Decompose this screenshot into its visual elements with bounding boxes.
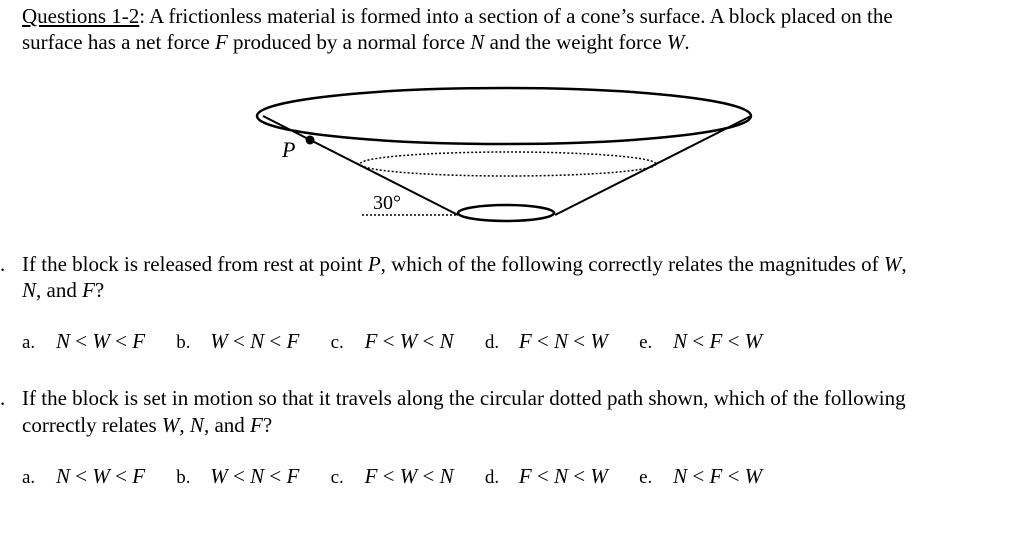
header-text-2a: surface has a net force [22, 30, 215, 54]
q1-text-a: If the block is released from rest at point [22, 252, 368, 276]
q1-var-W: W [883, 252, 902, 276]
header-text-2b: produced by a normal force [227, 30, 471, 54]
q1-var-F: F [82, 278, 95, 302]
q1-text-e: ? [94, 278, 105, 302]
point-p-label: P [282, 137, 296, 162]
cone-figure [250, 78, 770, 228]
cone-right-edge [555, 116, 751, 215]
questions-label: Questions 1-2 [22, 4, 140, 28]
q1-marker: . [0, 252, 6, 276]
q2-var-F: F [250, 413, 263, 437]
header-line-1 [22, 3, 893, 29]
q1-option-a[interactable]: N < W < F [56, 329, 146, 353]
q2-var-W: W [161, 413, 180, 437]
q2-sep-2: , and [203, 413, 251, 437]
q2-option-b[interactable]: W < N < F [210, 464, 300, 488]
q1-option-c-letter[interactable]: c. [330, 332, 344, 353]
q2-option-c[interactable]: F < W < N [364, 464, 454, 488]
block-point-p [306, 136, 315, 145]
q2-option-b-letter[interactable]: b. [176, 467, 191, 488]
q2-option-d[interactable]: F < N < W [518, 464, 608, 488]
q1-text-b: , which of the following correctly relates the magnitudes of [380, 252, 884, 276]
q1-option-d-letter[interactable]: d. [484, 332, 500, 353]
q2-line-1: If the block is set in motion so that it travels along the circular dotted path shown, which of the following [22, 386, 906, 410]
q1-var-P: P [367, 252, 381, 276]
q1-line-2 [22, 277, 104, 303]
q1-options [22, 328, 788, 356]
q1-option-b-letter[interactable]: b. [176, 332, 191, 353]
angle-label: 30° [373, 192, 401, 214]
q1-option-a-letter[interactable]: a. [22, 332, 36, 353]
q1-text-d: , and [36, 278, 83, 302]
var-N: N [470, 30, 485, 54]
q2-marker: . [0, 386, 6, 410]
cone-bottom-rim [458, 205, 554, 221]
q2-option-d-letter[interactable]: d. [484, 467, 500, 488]
q2-option-a[interactable]: N < W < F [56, 464, 146, 488]
q2-text-b: ? [262, 413, 273, 437]
circular-dotted-path [360, 152, 656, 176]
q2-options [22, 463, 788, 491]
header-text-2d: . [684, 30, 690, 54]
q1-option-e[interactable]: N < F < W [673, 329, 763, 353]
header-text-1: : A frictionless material is formed into a section of a cone’s surface. A block placed on the [139, 4, 893, 28]
q2-sep-1: , [179, 413, 190, 437]
q1-option-d[interactable]: F < N < W [518, 329, 608, 353]
q2-option-e-letter[interactable]: e. [639, 467, 653, 488]
var-W: W [666, 30, 685, 54]
q2-option-a-letter[interactable]: a. [22, 467, 36, 488]
header-line-2 [22, 29, 690, 55]
header-text-2c: and the weight force [484, 30, 667, 54]
q1-var-N: N [22, 278, 37, 302]
q1-option-e-letter[interactable]: e. [639, 332, 653, 353]
q2-var-N: N [189, 413, 204, 437]
q2-line-2 [22, 412, 272, 438]
q2-option-c-letter[interactable]: c. [330, 467, 344, 488]
q2-option-e[interactable]: N < F < W [673, 464, 763, 488]
q1-line-1 [22, 251, 907, 277]
q2-text-a: correctly relates [22, 413, 162, 437]
q1-option-b[interactable]: W < N < F [210, 329, 300, 353]
q1-option-c[interactable]: F < W < N [364, 329, 454, 353]
var-F: F [214, 30, 228, 54]
q1-text-c: , [901, 252, 907, 276]
cone-top-rim [257, 88, 751, 144]
